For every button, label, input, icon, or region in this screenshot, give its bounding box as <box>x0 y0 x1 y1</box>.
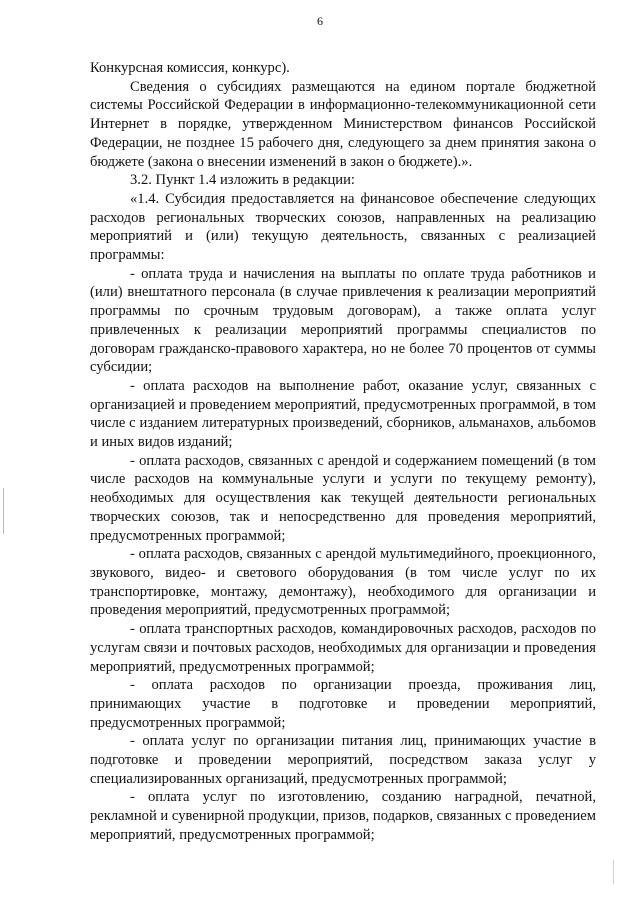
list-item-labor-costs: - оплата труда и начисления на выплаты по оплате труда работников и (или) внештатного персонала (в случае привлечения к реализации мероприятий программы по срочным трудовым договорам), а также оплата услуг привлеченных к реализации мероприятий программы специалистов по договорам гражданско-правового характера, но не более 70 процентов от суммы субсидии; <box>90 265 596 376</box>
list-item-catering: - оплата услуг по организации питания лиц, принимающих участие в подготовке и проведении мероприятий, посредством заказа услуг у специализированных организаций, предусмотренных программой; <box>90 733 596 787</box>
paragraph-clause-3-2: 3.2. Пункт 1.4 изложить в редакции: <box>130 172 355 189</box>
paragraph-subsidy-info: Сведения о субсидиях размещаются на едином портале бюджетной системы Российской Федерации в информационно-телекоммуникационной сети Интернет в порядке, утвержденном Министерством финансов Российской Федерации, не позднее 15 рабочего дня, следующего за днем принятия закона о бюджете (закона о внесении изменений в закон о бюджете).». <box>90 78 596 170</box>
document-body <box>90 59 596 845</box>
list-item-travel-accommodation: - оплата расходов по организации проезда, проживания лиц, принимающих участие в подготовке и проведении мероприятий, предусмотренных программой; <box>90 677 596 731</box>
paragraph-clause-1-4: «1.4. Субсидия предоставляется на финансовое обеспечение следующих расходов региональных творческих союзов, направленных на реализацию мероприятий и (или) текущую деятельность, связанных с реализацией программы: <box>90 190 596 264</box>
scan-edge-mark-right <box>613 860 614 884</box>
list-item-equipment-rent: - оплата расходов, связанных с арендой мультимедийного, проекционного, звукового, видео- и светового оборудования (в том числе услуг по их транспортировке, монтажу, демонтажу), необходимого для организации и проведения мероприятий, предусмотренных программой; <box>90 546 596 619</box>
list-item-works-services: - оплата расходов на выполнение работ, оказание услуг, связанных с организацией и проведением мероприятий, предусмотренных программой, в том числе с изданием литературных произведений, сборников, альманахов, альбомов и иных видов изданий; <box>90 377 596 451</box>
scan-edge-mark-left <box>3 488 4 534</box>
paragraph-continuation: Конкурсная комиссия, конкурс). <box>90 60 290 76</box>
list-item-transport-costs: - оплата транспортных расходов, командировочных расходов, расходов по услугам связи и почтовых расходов, необходимых для организации и проведения мероприятий, предусмотренных программой; <box>90 621 596 675</box>
list-item-printed-products: - оплата услуг по изготовлению, созданию наградной, печатной, рекламной и сувенирной продукции, призов, подарков, связанных с проведением мероприятий, предусмотренных программой; <box>90 789 596 843</box>
list-item-premises-rent: - оплата расходов, связанных с арендой и содержанием помещений (в том числе расходов на коммунальные услуги и услуги по текущему ремонту), необходимых для осуществления как текущей деятельности региональных творческих союзов, так и непосредственно для проведения мероприятий, предусмотренных программой; <box>90 452 596 544</box>
page-number: 6 <box>317 14 323 28</box>
